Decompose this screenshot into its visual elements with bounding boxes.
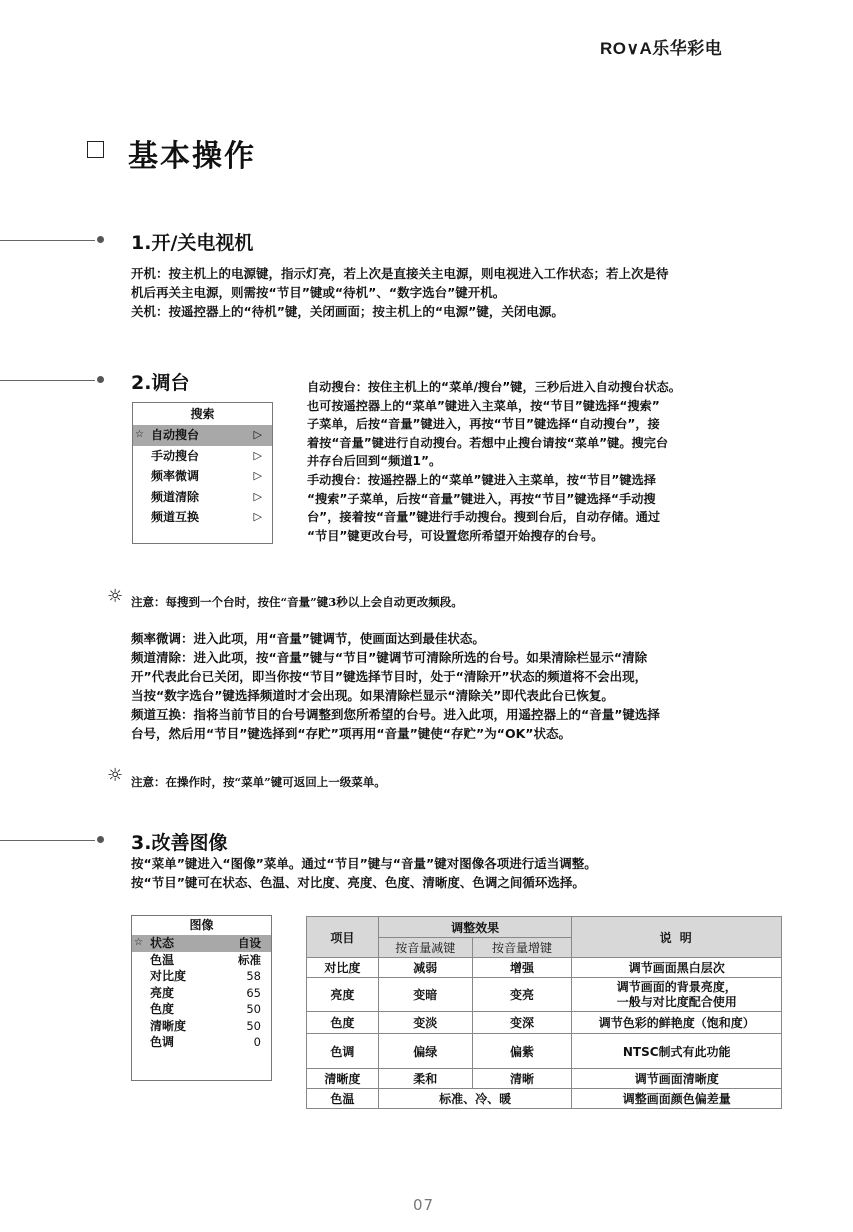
text-line: 按“菜单”键进入“图像”菜单。通过“节目”键与“音量”键对图像各项进行适当调整。 <box>131 856 597 871</box>
menu-item-auto-search <box>133 425 272 446</box>
text-line: 开”代表此台已关闭，即当你按“节目”键选择节目时，处于“清除开”状态的频道将不会出现， <box>131 669 648 684</box>
header-item: 项目 <box>307 917 379 958</box>
cell-inc: 变深 <box>472 1012 572 1034</box>
table-row <box>307 958 782 978</box>
text-line: 台号，然后用“节目”键选择到“存贮”项再用“音量”键使“存贮”为“OK”状态。 <box>131 726 571 741</box>
arrow-right-icon: ▷ <box>253 448 262 462</box>
menu-item-label: 状态 <box>150 936 175 950</box>
text-line: “搜索”子菜单，后按“音量”键进入，再按“节目”键选择“手动搜 <box>307 491 656 506</box>
menu-item-label: 色调 <box>150 1035 175 1049</box>
section-rule <box>0 380 95 381</box>
note-text: 注意：在操作时，按“菜单”键可返回上一级菜单。 <box>131 775 386 789</box>
section-power-text <box>131 264 791 321</box>
text-line: 机后再关主电源，则需按“节目”键或“待机”、“数字选台”键开机。 <box>131 285 506 300</box>
text-line: 着按“音量”键进行自动搜台。若想中止搜台请按“菜单”键。搜完台 <box>307 435 669 450</box>
brand-logo: RO∨A乐华彩电 <box>600 39 723 58</box>
cell-dec: 偏绿 <box>378 1034 472 1069</box>
menu-item-value: 50 <box>246 1002 261 1016</box>
text-line: 并存台后回到“频道1”。 <box>307 454 442 469</box>
table-row <box>307 1069 782 1089</box>
menu-item-fine-tune <box>133 466 272 487</box>
cursor-icon: ☆ <box>134 937 143 948</box>
section-rule <box>0 240 95 241</box>
text-line: 开机：按主机上的电源键，指示灯亮，若上次是直接关主电源，则电视进入工作状态；若上次是待 <box>131 266 669 281</box>
page-number: 07 <box>413 1196 435 1214</box>
section-bullet-icon <box>97 836 104 843</box>
header-desc: 说 明 <box>572 917 782 958</box>
cell-item: 清晰度 <box>307 1069 379 1089</box>
cell-item: 对比度 <box>307 958 379 978</box>
cell-inc: 变亮 <box>472 978 572 1012</box>
cell-desc: 调节画面清晰度 <box>572 1069 782 1089</box>
cursor-icon: ☆ <box>135 429 144 440</box>
menu-item-value: 0 <box>253 1035 261 1049</box>
menu-item-label: 色度 <box>150 1002 175 1016</box>
menu-item-value: 标准 <box>238 952 261 967</box>
cell-dec: 变暗 <box>378 978 472 1012</box>
menu-header: 搜索 <box>190 407 215 421</box>
section-tuning-text <box>307 378 787 545</box>
cell-desc-line: 一般与对比度配合使用 <box>616 994 737 1009</box>
cell-inc: 增强 <box>472 958 572 978</box>
header-vol-down: 按音量减键 <box>378 938 472 958</box>
section-tuning-body <box>131 629 791 743</box>
menu-item-value: 58 <box>246 969 261 983</box>
cell-item: 亮度 <box>307 978 379 1012</box>
text-line: 台”，接着按“音量”键进行手动搜台。搜到台后，自动存储。通过 <box>307 510 661 525</box>
text-line: 频率微调：进入此项，用“音量”键调节，使画面达到最佳状态。 <box>131 631 485 646</box>
cell-desc: 调节色彩的鲜艳度（饱和度） <box>572 1012 782 1034</box>
picture-menu <box>131 915 272 1081</box>
page-title: 基本操作 <box>128 139 256 174</box>
menu-item-label: 清晰度 <box>150 1018 187 1033</box>
text-line: 关机：按遥控器上的“待机”键，关闭画面；按主机上的“电源”键，关闭电源。 <box>131 304 564 319</box>
arrow-right-icon: ▷ <box>253 428 262 441</box>
menu-item-label: 对比度 <box>150 969 187 983</box>
cell-span: 标准、冷、暖 <box>378 1089 572 1109</box>
cell-desc: 调节画面黑白层次 <box>572 958 782 978</box>
section-rule <box>0 840 95 841</box>
cell-inc: 清晰 <box>472 1069 572 1089</box>
menu-item-channel-clear <box>133 487 272 508</box>
menu-item-label: 色温 <box>150 952 175 967</box>
cell-dec: 柔和 <box>378 1069 472 1089</box>
section-picture-text <box>131 854 791 892</box>
cell-desc-line: 调节画面的背景亮度， <box>616 979 737 994</box>
arrow-right-icon: ▷ <box>253 469 262 482</box>
cell-dec: 减弱 <box>378 958 472 978</box>
cell-desc: NTSC制式有此功能 <box>572 1034 782 1069</box>
cell-dec: 变淡 <box>378 1012 472 1034</box>
text-line: 子菜单，后按“音量”键进入，再按“节目”键选择“自动搜台”，接 <box>307 417 660 432</box>
menu-item-status <box>132 935 271 952</box>
text-line: 手动搜台：按遥控器上的“菜单”键进入主菜单，按“节目”键选择 <box>307 472 656 487</box>
tip-sun-icon: ☼ <box>107 586 124 607</box>
menu-item-brightness <box>132 985 271 1002</box>
menu-item-channel-swap <box>133 507 272 528</box>
menu-item-label: 自动搜台 <box>151 428 200 442</box>
section-bullet-icon <box>97 236 104 243</box>
arrow-right-icon: ▷ <box>253 510 262 523</box>
cell-item: 色调 <box>307 1034 379 1069</box>
menu-item-value: 65 <box>246 985 261 1000</box>
text-line: 频道互换：指将当前节目的台号调整到您所希望的台号。进入此项，用遥控器上的“音量”键选择 <box>131 707 660 722</box>
menu-header: 图像 <box>189 918 214 932</box>
menu-item-label: 手动搜台 <box>151 448 200 463</box>
menu-item-label: 频道清除 <box>151 489 200 504</box>
menu-item-label: 频道互换 <box>151 510 200 524</box>
text-line: “节目”键更改台号，可设置您所希望开始搜存的台号。 <box>307 528 604 543</box>
section-title-tuning: 2.调台 <box>131 372 190 394</box>
menu-item-manual-search <box>133 446 272 467</box>
adjustment-table <box>306 916 782 1109</box>
menu-item-label: 频率微调 <box>151 469 200 483</box>
search-menu <box>132 402 273 544</box>
text-line: 当按“数字选台”键选择频道时才会出现。如果清除栏显示“清除关”即代表此台已恢复。 <box>131 688 614 703</box>
section-title-power: 1.开/关电视机 <box>131 232 254 254</box>
text-line: 频道清除：进入此项，按“音量”键与“节目”键调节可清除所选的台号。如果清除栏显示“清除 <box>131 650 648 665</box>
section-title-picture: 3.改善图像 <box>131 832 228 854</box>
cell-desc: 调整画面颜色偏差量 <box>572 1089 782 1109</box>
table-row <box>307 1012 782 1034</box>
menu-item-value: 自设 <box>238 936 261 950</box>
cell-desc <box>572 978 782 1012</box>
menu-item-label: 亮度 <box>150 985 175 1000</box>
text-line: 按“节目”键可在状态、色温、对比度、亮度、色度、清晰度、色调之间循环选择。 <box>131 875 585 890</box>
text-line: 也可按遥控器上的“菜单”键进入主菜单，按“节目”键选择“搜索” <box>307 398 660 413</box>
cell-item: 色温 <box>307 1089 379 1109</box>
section-bullet-icon <box>97 376 104 383</box>
header-vol-up: 按音量增键 <box>472 938 572 958</box>
text-line: 自动搜台：按住主机上的“菜单/搜台”键，三秒后进入自动搜台状态。 <box>307 380 681 394</box>
arrow-right-icon: ▷ <box>253 489 262 503</box>
table-row <box>307 978 782 1012</box>
cell-inc: 偏紫 <box>472 1034 572 1069</box>
header-effect: 调整效果 <box>378 917 572 938</box>
menu-item-sharpness <box>132 1018 271 1035</box>
table-row <box>307 1034 782 1069</box>
tip-sun-icon: ☼ <box>107 765 124 786</box>
title-square-icon <box>87 141 104 158</box>
menu-item-saturation <box>132 1001 271 1018</box>
cell-item: 色度 <box>307 1012 379 1034</box>
note-text: 注意：每搜到一个台时，按住“音量”键3秒以上会自动更改频段。 <box>131 595 463 609</box>
menu-item-color-temp <box>132 952 271 969</box>
menu-item-value: 50 <box>246 1018 261 1033</box>
table-row <box>307 1089 782 1109</box>
menu-item-contrast <box>132 968 271 985</box>
menu-item-hue <box>132 1034 271 1051</box>
